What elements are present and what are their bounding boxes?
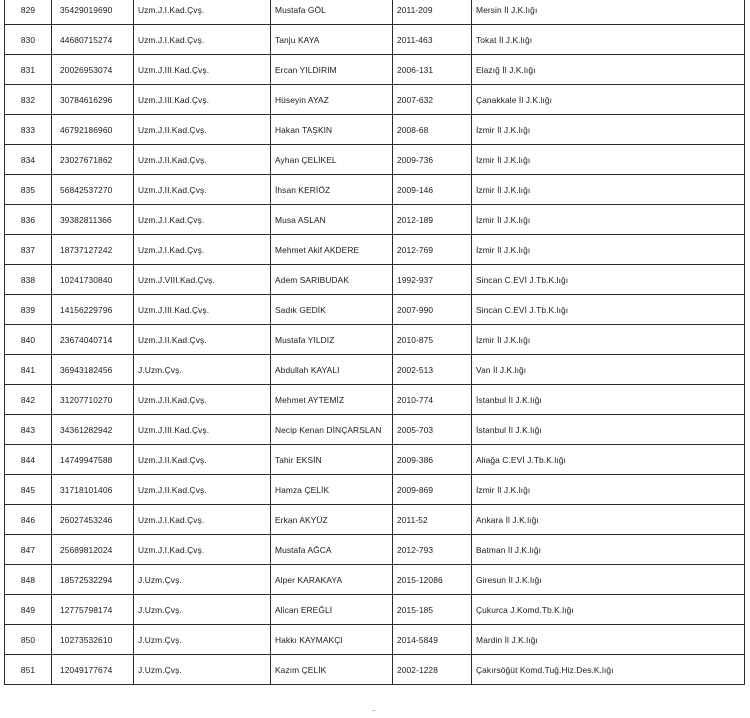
rank-cell: J.Uzm.Çvş.	[134, 625, 271, 655]
rank-cell: Uzm.J.II.Kad.Çvş.	[134, 445, 271, 475]
rank-cell: Uzm.J.I.Kad.Çvş.	[134, 505, 271, 535]
row-number-cell: 837	[5, 235, 52, 265]
id-number-cell: 31207710270	[52, 385, 134, 415]
table-row	[5, 205, 745, 235]
name-cell: Hüseyin AYAZ	[271, 85, 393, 115]
name-cell: Sadık GEDİK	[271, 295, 393, 325]
table-row	[5, 235, 745, 265]
row-number-cell: 848	[5, 565, 52, 595]
row-number-cell: 840	[5, 325, 52, 355]
rank-cell: Uzm.J.I.Kad.Çvş.	[134, 535, 271, 565]
registry-number-cell: 2002-513	[393, 355, 472, 385]
rank-cell: Uzm.J.I.Kad.Çvş.	[134, 25, 271, 55]
name-cell: Abdullah KAYALI	[271, 355, 393, 385]
table-row	[5, 55, 745, 85]
unit-cell: Çanakkale İl J.K.lığı	[472, 85, 745, 115]
registry-number-cell: 2014-5849	[393, 625, 472, 655]
unit-cell: Aliağa C.EVİ J.Tb.K.lığı	[472, 445, 745, 475]
registry-number-cell: 2011-209	[393, 0, 472, 25]
rank-cell: Uzm.J.VIII.Kad.Çvş.	[134, 265, 271, 295]
name-cell: Hakkı KAYMAKÇI	[271, 625, 393, 655]
rank-cell: Uzm.J.III.Kad.Çvş.	[134, 85, 271, 115]
id-number-cell: 23674040714	[52, 325, 134, 355]
row-number-cell: 834	[5, 145, 52, 175]
name-cell: Alican EREĞLİ	[271, 595, 393, 625]
table-row	[5, 355, 745, 385]
registry-number-cell: 2009-869	[393, 475, 472, 505]
registry-number-cell: 2011-52	[393, 505, 472, 535]
unit-cell: Çakırsöğüt Komd.Tuğ.Hiz.Des.K.lığı	[472, 655, 745, 685]
row-number-cell: 847	[5, 535, 52, 565]
name-cell: Mustafa GÖL	[271, 0, 393, 25]
unit-cell: Çukurca J.Komd.Tb.K.lığı	[472, 595, 745, 625]
registry-number-cell: 2012-769	[393, 235, 472, 265]
row-number-cell: 838	[5, 265, 52, 295]
registry-number-cell: 2015-185	[393, 595, 472, 625]
name-cell: Hamza ÇELİK	[271, 475, 393, 505]
row-number-cell: 845	[5, 475, 52, 505]
rank-cell: Uzm.J.I.Kad.Çvş.	[134, 0, 271, 25]
table-row	[5, 25, 745, 55]
table-row	[5, 565, 745, 595]
row-number-cell: 829	[5, 0, 52, 25]
rank-cell: J.Uzm.Çvş.	[134, 655, 271, 685]
id-number-cell: 23027671862	[52, 145, 134, 175]
unit-cell: Elazığ İl J.K.lığı	[472, 55, 745, 85]
name-cell: Adem SARIBUDAK	[271, 265, 393, 295]
unit-cell: Tokat İl J.K.lığı	[472, 25, 745, 55]
row-number-cell: 832	[5, 85, 52, 115]
unit-cell: İzmir İl J.K.lığı	[472, 235, 745, 265]
unit-cell: İzmir İl J.K.lığı	[472, 145, 745, 175]
table-row	[5, 655, 745, 685]
page-footer-mark: –	[372, 708, 376, 714]
registry-number-cell: 2012-189	[393, 205, 472, 235]
name-cell: Mustafa AĞCA	[271, 535, 393, 565]
id-number-cell: 35429019690	[52, 0, 134, 25]
id-number-cell: 30784616296	[52, 85, 134, 115]
registry-number-cell: 2011-463	[393, 25, 472, 55]
id-number-cell: 44680715274	[52, 25, 134, 55]
id-number-cell: 20026953074	[52, 55, 134, 85]
table-row	[5, 325, 745, 355]
table-row	[5, 385, 745, 415]
table-row	[5, 625, 745, 655]
row-number-cell: 839	[5, 295, 52, 325]
name-cell: Musa ASLAN	[271, 205, 393, 235]
table-row	[5, 145, 745, 175]
registry-number-cell: 2012-793	[393, 535, 472, 565]
name-cell: İhsan KERİÖZ	[271, 175, 393, 205]
rank-cell: J.Uzm.Çvş.	[134, 355, 271, 385]
table-row	[5, 595, 745, 625]
unit-cell: Sincan C.EVİ J.Tb.K.lığı	[472, 295, 745, 325]
unit-cell: İzmir İl J.K.lığı	[472, 205, 745, 235]
id-number-cell: 18737127242	[52, 235, 134, 265]
registry-number-cell: 2008-68	[393, 115, 472, 145]
row-number-cell: 851	[5, 655, 52, 685]
registry-number-cell: 2002-1228	[393, 655, 472, 685]
unit-cell: Mardin İl J.K.lığı	[472, 625, 745, 655]
registry-number-cell: 2015-12086	[393, 565, 472, 595]
id-number-cell: 10273532610	[52, 625, 134, 655]
id-number-cell: 14156229796	[52, 295, 134, 325]
unit-cell: Sincan C.EVİ J.Tb.K.lığı	[472, 265, 745, 295]
registry-number-cell: 2006-131	[393, 55, 472, 85]
registry-number-cell: 2009-736	[393, 145, 472, 175]
name-cell: Erkan AKYÜZ	[271, 505, 393, 535]
name-cell: Alper KARAKAYA	[271, 565, 393, 595]
name-cell: Ercan YILDIRIM	[271, 55, 393, 85]
row-number-cell: 830	[5, 25, 52, 55]
rank-cell: Uzm.J.III.Kad.Çvş.	[134, 55, 271, 85]
registry-number-cell: 2007-990	[393, 295, 472, 325]
row-number-cell: 836	[5, 205, 52, 235]
id-number-cell: 46792186960	[52, 115, 134, 145]
id-number-cell: 12775798174	[52, 595, 134, 625]
table-row	[5, 175, 745, 205]
name-cell: Necip Kenan DİNÇARSLAN	[271, 415, 393, 445]
name-cell: Mustafa YILDIZ	[271, 325, 393, 355]
unit-cell: İzmir İl J.K.lığı	[472, 325, 745, 355]
id-number-cell: 36943182456	[52, 355, 134, 385]
personnel-table-body	[5, 0, 745, 685]
id-number-cell: 18572532294	[52, 565, 134, 595]
id-number-cell: 26027453246	[52, 505, 134, 535]
rank-cell: Uzm.J.III.Kad.Çvş.	[134, 295, 271, 325]
registry-number-cell: 1992-937	[393, 265, 472, 295]
name-cell: Hakan TAŞKIN	[271, 115, 393, 145]
id-number-cell: 31718101406	[52, 475, 134, 505]
table-row	[5, 475, 745, 505]
unit-cell: İstanbul İl J.K.lığı	[472, 415, 745, 445]
id-number-cell: 39382811366	[52, 205, 134, 235]
table-row	[5, 445, 745, 475]
unit-cell: Van İl J.K.lığı	[472, 355, 745, 385]
rank-cell: Uzm.J.I.Kad.Çvş.	[134, 205, 271, 235]
rank-cell: Uzm.J.II.Kad.Çvş.	[134, 175, 271, 205]
rank-cell: Uzm.J.I.Kad.Çvş.	[134, 235, 271, 265]
rank-cell: Uzm.J.II.Kad.Çvş.	[134, 115, 271, 145]
unit-cell: Batman İl J.K.lığı	[472, 535, 745, 565]
registry-number-cell: 2010-774	[393, 385, 472, 415]
table-row	[5, 265, 745, 295]
registry-number-cell: 2005-703	[393, 415, 472, 445]
rank-cell: Uzm.J.II.Kad.Çvş.	[134, 475, 271, 505]
rank-cell: Uzm.J.II.Kad.Çvş.	[134, 145, 271, 175]
row-number-cell: 850	[5, 625, 52, 655]
unit-cell: İstanbul İl J.K.lığı	[472, 385, 745, 415]
unit-cell: İzmir İl J.K.lığı	[472, 175, 745, 205]
table-row	[5, 115, 745, 145]
rank-cell: J.Uzm.Çvş.	[134, 565, 271, 595]
id-number-cell: 34361282942	[52, 415, 134, 445]
row-number-cell: 846	[5, 505, 52, 535]
name-cell: Tanju KAYA	[271, 25, 393, 55]
registry-number-cell: 2007-632	[393, 85, 472, 115]
row-number-cell: 833	[5, 115, 52, 145]
registry-number-cell: 2009-146	[393, 175, 472, 205]
registry-number-cell: 2009-386	[393, 445, 472, 475]
unit-cell: Mersin İl J.K.lığı	[472, 0, 745, 25]
rank-cell: J.Uzm.Çvş.	[134, 595, 271, 625]
unit-cell: İzmir İl J.K.lığı	[472, 475, 745, 505]
name-cell: Kazım ÇELİK	[271, 655, 393, 685]
table-row	[5, 85, 745, 115]
row-number-cell: 831	[5, 55, 52, 85]
table-row	[5, 415, 745, 445]
name-cell: Mehmet Akif AKDERE	[271, 235, 393, 265]
rank-cell: Uzm.J.II.Kad.Çvş.	[134, 325, 271, 355]
name-cell: Mehmet AYTEMİZ	[271, 385, 393, 415]
id-number-cell: 14749947588	[52, 445, 134, 475]
id-number-cell: 56842537270	[52, 175, 134, 205]
row-number-cell: 842	[5, 385, 52, 415]
row-number-cell: 841	[5, 355, 52, 385]
row-number-cell: 849	[5, 595, 52, 625]
row-number-cell: 835	[5, 175, 52, 205]
name-cell: Tahir EKSİN	[271, 445, 393, 475]
rank-cell: Uzm.J.II.Kad.Çvş.	[134, 385, 271, 415]
table-row	[5, 505, 745, 535]
id-number-cell: 25689812024	[52, 535, 134, 565]
unit-cell: Giresun İl J.K.lığı	[472, 565, 745, 595]
name-cell: Ayhan ÇELİKEL	[271, 145, 393, 175]
rank-cell: Uzm.J.III.Kad.Çvş.	[134, 415, 271, 445]
id-number-cell: 12049177674	[52, 655, 134, 685]
table-row	[5, 295, 745, 325]
unit-cell: Ankara İl J.K.lığı	[472, 505, 745, 535]
registry-number-cell: 2010-875	[393, 325, 472, 355]
table-row	[5, 0, 745, 25]
row-number-cell: 844	[5, 445, 52, 475]
row-number-cell: 843	[5, 415, 52, 445]
unit-cell: İzmir İl J.K.lığı	[472, 115, 745, 145]
id-number-cell: 10241730840	[52, 265, 134, 295]
personnel-table	[4, 0, 745, 685]
table-row	[5, 535, 745, 565]
